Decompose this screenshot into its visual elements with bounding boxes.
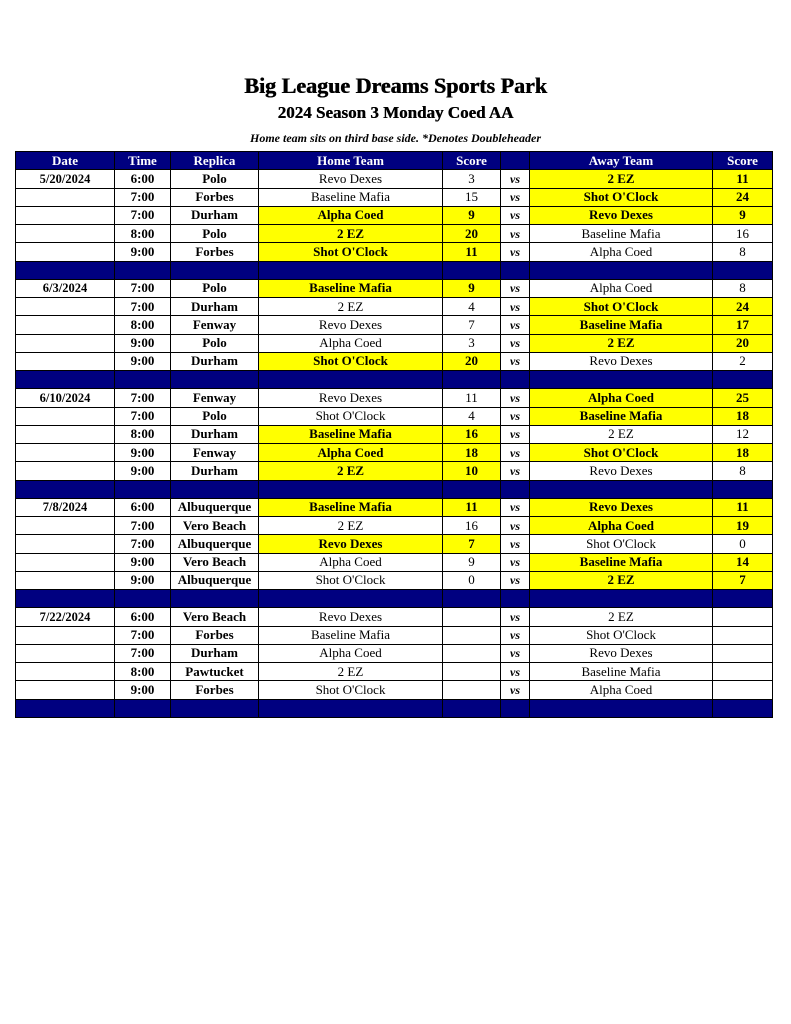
week-separator-row (16, 590, 773, 608)
game-row (16, 462, 773, 480)
away-team: Revo Dexes (530, 206, 713, 224)
separator-cell (16, 371, 115, 389)
home-team: Baseline Mafia (259, 626, 443, 644)
game-date-empty (16, 243, 115, 261)
separator-cell (443, 371, 501, 389)
separator-cell (501, 261, 530, 279)
col-time-header: Time (115, 152, 171, 170)
separator-cell (713, 699, 773, 717)
home-team: Revo Dexes (259, 608, 443, 626)
vs-label: vs (501, 626, 530, 644)
home-team: 2 EZ (259, 517, 443, 535)
game-row (16, 425, 773, 443)
home-score: 4 (443, 407, 501, 425)
game-field: Polo (171, 407, 259, 425)
separator-cell (115, 261, 171, 279)
away-score: 18 (713, 444, 773, 462)
separator-cell (171, 590, 259, 608)
schedule-table (15, 151, 773, 718)
home-team: 2 EZ (259, 663, 443, 681)
away-team: Revo Dexes (530, 352, 713, 370)
game-row (16, 225, 773, 243)
separator-cell (501, 371, 530, 389)
game-field: Vero Beach (171, 553, 259, 571)
game-date-empty (16, 206, 115, 224)
home-team: Alpha Coed (259, 444, 443, 462)
home-team: Revo Dexes (259, 316, 443, 334)
away-score: 24 (713, 188, 773, 206)
home-score: 11 (443, 243, 501, 261)
game-date-empty (16, 517, 115, 535)
game-field: Forbes (171, 243, 259, 261)
away-score: 8 (713, 462, 773, 480)
game-time: 7:00 (115, 279, 171, 297)
game-date-empty (16, 407, 115, 425)
away-team: Baseline Mafia (530, 663, 713, 681)
home-score: 3 (443, 170, 501, 188)
seating-note: Home team sits on third base side. *Denotes Doubleheader (250, 131, 541, 145)
away-team: 2 EZ (530, 425, 713, 443)
game-date-empty (16, 571, 115, 589)
home-score: 16 (443, 425, 501, 443)
season-subtitle: 2024 Season 3 Monday Coed AA (277, 103, 514, 122)
game-time: 9:00 (115, 681, 171, 699)
game-date: 5/20/2024 (16, 170, 115, 188)
separator-cell (115, 699, 171, 717)
game-row (16, 644, 773, 662)
home-score: 20 (443, 225, 501, 243)
away-score (713, 608, 773, 626)
game-time: 9:00 (115, 462, 171, 480)
separator-cell (501, 699, 530, 717)
game-time: 7:00 (115, 389, 171, 407)
away-score: 16 (713, 225, 773, 243)
separator-cell (115, 590, 171, 608)
week-separator-row (16, 371, 773, 389)
col-home-team-header: Home Team (259, 152, 443, 170)
game-row (16, 681, 773, 699)
away-team: Revo Dexes (530, 644, 713, 662)
separator-cell (443, 261, 501, 279)
game-row (16, 608, 773, 626)
home-score: 20 (443, 352, 501, 370)
game-row (16, 626, 773, 644)
game-date: 6/10/2024 (16, 389, 115, 407)
col-replica-header: Replica (171, 152, 259, 170)
col-away-score-header: Score (713, 152, 773, 170)
game-row (16, 352, 773, 370)
game-date-empty (16, 644, 115, 662)
separator-cell (16, 699, 115, 717)
home-team: Shot O'Clock (259, 407, 443, 425)
home-team: Revo Dexes (259, 170, 443, 188)
away-team: 2 EZ (530, 571, 713, 589)
game-time: 9:00 (115, 553, 171, 571)
vs-label: vs (501, 644, 530, 662)
week-separator-row (16, 261, 773, 279)
away-team: Alpha Coed (530, 389, 713, 407)
header-row (16, 152, 773, 170)
game-field: Fenway (171, 316, 259, 334)
game-field: Durham (171, 352, 259, 370)
vs-label: vs (501, 407, 530, 425)
vs-label: vs (501, 243, 530, 261)
game-row (16, 206, 773, 224)
home-score: 9 (443, 206, 501, 224)
separator-cell (171, 261, 259, 279)
vs-label: vs (501, 225, 530, 243)
home-team: 2 EZ (259, 225, 443, 243)
home-score (443, 644, 501, 662)
game-field: Durham (171, 206, 259, 224)
week-separator-row (16, 699, 773, 717)
home-score: 7 (443, 535, 501, 553)
game-time: 8:00 (115, 663, 171, 681)
separator-cell (115, 480, 171, 498)
away-team: Baseline Mafia (530, 316, 713, 334)
home-score: 4 (443, 298, 501, 316)
game-row (16, 188, 773, 206)
home-team: Shot O'Clock (259, 243, 443, 261)
away-team: Revo Dexes (530, 498, 713, 516)
col-home-score-header: Score (443, 152, 501, 170)
game-row (16, 407, 773, 425)
separator-cell (530, 699, 713, 717)
game-date-empty (16, 626, 115, 644)
home-score (443, 663, 501, 681)
game-field: Forbes (171, 681, 259, 699)
vs-label: vs (501, 316, 530, 334)
away-score: 18 (713, 407, 773, 425)
game-row (16, 389, 773, 407)
home-score: 0 (443, 571, 501, 589)
vs-label: vs (501, 608, 530, 626)
separator-cell (530, 261, 713, 279)
game-time: 7:00 (115, 407, 171, 425)
separator-cell (501, 480, 530, 498)
vs-label: vs (501, 389, 530, 407)
home-team: Baseline Mafia (259, 498, 443, 516)
away-team: Alpha Coed (530, 681, 713, 699)
game-time: 7:00 (115, 188, 171, 206)
away-team: Shot O'Clock (530, 188, 713, 206)
page-title: Big League Dreams Sports Park (244, 73, 547, 98)
home-score: 10 (443, 462, 501, 480)
schedule-body (16, 170, 773, 718)
game-time: 8:00 (115, 425, 171, 443)
away-score: 17 (713, 316, 773, 334)
game-row (16, 298, 773, 316)
game-field: Durham (171, 298, 259, 316)
game-field: Durham (171, 425, 259, 443)
separator-cell (171, 371, 259, 389)
separator-cell (501, 590, 530, 608)
game-row (16, 553, 773, 571)
home-score (443, 681, 501, 699)
game-field: Albuquerque (171, 571, 259, 589)
separator-cell (259, 371, 443, 389)
away-score: 11 (713, 170, 773, 188)
game-time: 8:00 (115, 316, 171, 334)
game-time: 7:00 (115, 206, 171, 224)
game-row (16, 444, 773, 462)
game-row (16, 571, 773, 589)
game-time: 9:00 (115, 444, 171, 462)
game-date-empty (16, 225, 115, 243)
home-score: 11 (443, 498, 501, 516)
game-date: 7/8/2024 (16, 498, 115, 516)
game-date-empty (16, 188, 115, 206)
away-score: 25 (713, 389, 773, 407)
game-date-empty (16, 352, 115, 370)
game-row (16, 316, 773, 334)
separator-cell (16, 480, 115, 498)
game-row (16, 517, 773, 535)
home-team: Shot O'Clock (259, 681, 443, 699)
home-team: 2 EZ (259, 462, 443, 480)
home-score (443, 608, 501, 626)
vs-label: vs (501, 535, 530, 553)
away-score: 8 (713, 243, 773, 261)
game-field: Pawtucket (171, 663, 259, 681)
home-team: Baseline Mafia (259, 188, 443, 206)
separator-cell (713, 261, 773, 279)
game-field: Fenway (171, 389, 259, 407)
away-team: Alpha Coed (530, 243, 713, 261)
vs-label: vs (501, 279, 530, 297)
vs-label: vs (501, 663, 530, 681)
game-row (16, 334, 773, 352)
game-date-empty (16, 334, 115, 352)
away-team: Shot O'Clock (530, 535, 713, 553)
game-field: Polo (171, 225, 259, 243)
separator-cell (16, 590, 115, 608)
vs-label: vs (501, 188, 530, 206)
vs-label: vs (501, 517, 530, 535)
game-row (16, 498, 773, 516)
home-score (443, 626, 501, 644)
away-score: 20 (713, 334, 773, 352)
game-field: Polo (171, 170, 259, 188)
game-date-empty (16, 663, 115, 681)
vs-label: vs (501, 462, 530, 480)
game-row (16, 535, 773, 553)
game-time: 6:00 (115, 498, 171, 516)
away-score: 8 (713, 279, 773, 297)
game-date-empty (16, 298, 115, 316)
game-time: 9:00 (115, 352, 171, 370)
separator-cell (713, 371, 773, 389)
game-row (16, 663, 773, 681)
game-field: Forbes (171, 626, 259, 644)
separator-cell (443, 699, 501, 717)
vs-label: vs (501, 571, 530, 589)
game-time: 9:00 (115, 243, 171, 261)
game-date-empty (16, 681, 115, 699)
separator-cell (530, 590, 713, 608)
game-field: Polo (171, 279, 259, 297)
home-score: 15 (443, 188, 501, 206)
game-date-empty (16, 462, 115, 480)
game-date-empty (16, 425, 115, 443)
away-team: Baseline Mafia (530, 553, 713, 571)
game-field: Durham (171, 462, 259, 480)
home-score: 9 (443, 553, 501, 571)
vs-label: vs (501, 553, 530, 571)
separator-cell (443, 480, 501, 498)
home-team: Shot O'Clock (259, 352, 443, 370)
home-team: Alpha Coed (259, 644, 443, 662)
separator-cell (171, 699, 259, 717)
game-time: 9:00 (115, 571, 171, 589)
vs-label: vs (501, 298, 530, 316)
home-team: Shot O'Clock (259, 571, 443, 589)
game-field: Fenway (171, 444, 259, 462)
game-field: Albuquerque (171, 535, 259, 553)
home-team: Baseline Mafia (259, 425, 443, 443)
home-team: Alpha Coed (259, 553, 443, 571)
game-date-empty (16, 535, 115, 553)
vs-label: vs (501, 170, 530, 188)
game-time: 8:00 (115, 225, 171, 243)
separator-cell (443, 590, 501, 608)
game-time: 6:00 (115, 170, 171, 188)
away-team: Baseline Mafia (530, 225, 713, 243)
home-score: 7 (443, 316, 501, 334)
game-time: 7:00 (115, 535, 171, 553)
game-field: Forbes (171, 188, 259, 206)
game-row (16, 243, 773, 261)
away-score (713, 626, 773, 644)
game-time: 7:00 (115, 626, 171, 644)
home-team: Baseline Mafia (259, 279, 443, 297)
game-date-empty (16, 316, 115, 334)
separator-cell (530, 480, 713, 498)
game-time: 7:00 (115, 517, 171, 535)
game-field: Vero Beach (171, 608, 259, 626)
game-date-empty (16, 553, 115, 571)
separator-cell (530, 371, 713, 389)
game-field: Polo (171, 334, 259, 352)
vs-label: vs (501, 334, 530, 352)
separator-cell (259, 480, 443, 498)
home-score: 11 (443, 389, 501, 407)
home-score: 16 (443, 517, 501, 535)
home-team: Alpha Coed (259, 334, 443, 352)
away-team: Shot O'Clock (530, 444, 713, 462)
home-team: 2 EZ (259, 298, 443, 316)
separator-cell (713, 480, 773, 498)
col-vs-header (501, 152, 530, 170)
vs-label: vs (501, 498, 530, 516)
game-row (16, 279, 773, 297)
away-score (713, 681, 773, 699)
vs-label: vs (501, 352, 530, 370)
col-away-team-header: Away Team (530, 152, 713, 170)
away-score: 19 (713, 517, 773, 535)
game-time: 6:00 (115, 608, 171, 626)
away-team: Alpha Coed (530, 517, 713, 535)
away-team: Revo Dexes (530, 462, 713, 480)
game-field: Durham (171, 644, 259, 662)
game-date-empty (16, 444, 115, 462)
away-score: 14 (713, 553, 773, 571)
game-date: 7/22/2024 (16, 608, 115, 626)
vs-label: vs (501, 425, 530, 443)
home-score: 9 (443, 279, 501, 297)
game-time: 9:00 (115, 334, 171, 352)
away-team: 2 EZ (530, 170, 713, 188)
separator-cell (713, 590, 773, 608)
separator-cell (259, 261, 443, 279)
away-score: 9 (713, 206, 773, 224)
away-team: Shot O'Clock (530, 626, 713, 644)
home-score: 18 (443, 444, 501, 462)
home-team: Alpha Coed (259, 206, 443, 224)
separator-cell (259, 590, 443, 608)
vs-label: vs (501, 681, 530, 699)
vs-label: vs (501, 444, 530, 462)
game-row (16, 170, 773, 188)
away-team: 2 EZ (530, 608, 713, 626)
game-field: Albuquerque (171, 498, 259, 516)
separator-cell (115, 371, 171, 389)
away-team: Shot O'Clock (530, 298, 713, 316)
home-team: Revo Dexes (259, 389, 443, 407)
separator-cell (16, 261, 115, 279)
away-score: 0 (713, 535, 773, 553)
away-score: 7 (713, 571, 773, 589)
game-date: 6/3/2024 (16, 279, 115, 297)
away-score: 24 (713, 298, 773, 316)
away-score: 12 (713, 425, 773, 443)
col-date-header: Date (16, 152, 115, 170)
away-score (713, 663, 773, 681)
away-score: 11 (713, 498, 773, 516)
week-separator-row (16, 480, 773, 498)
away-score: 2 (713, 352, 773, 370)
away-team: Alpha Coed (530, 279, 713, 297)
away-score (713, 644, 773, 662)
game-field: Vero Beach (171, 517, 259, 535)
away-team: 2 EZ (530, 334, 713, 352)
separator-cell (259, 699, 443, 717)
home-score: 3 (443, 334, 501, 352)
away-team: Baseline Mafia (530, 407, 713, 425)
game-time: 7:00 (115, 644, 171, 662)
game-time: 7:00 (115, 298, 171, 316)
separator-cell (171, 480, 259, 498)
vs-label: vs (501, 206, 530, 224)
home-team: Revo Dexes (259, 535, 443, 553)
